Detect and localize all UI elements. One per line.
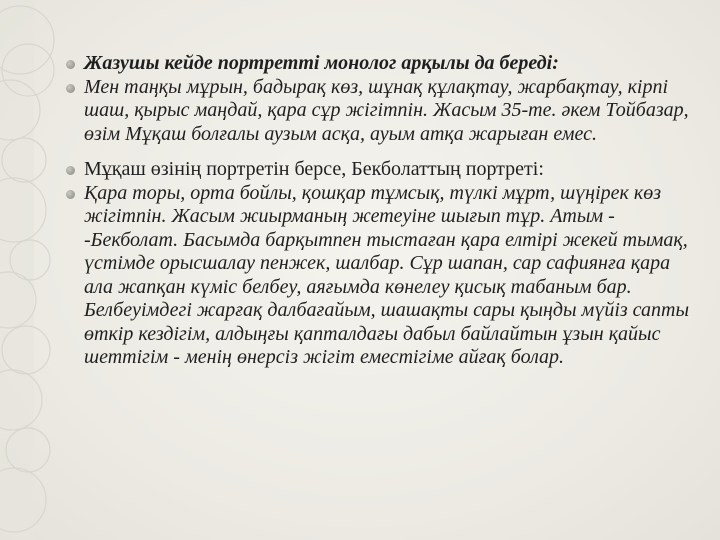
bullet-dot-icon: [66, 84, 75, 93]
bullet-item: [66, 158, 692, 182]
bullet-item: [66, 76, 692, 147]
bullet-list: [66, 52, 692, 370]
bullet-dot-icon: [66, 60, 75, 69]
slide-content: [66, 52, 692, 370]
bullet-item: [66, 182, 692, 370]
decorative-rings: [0, 0, 70, 540]
bullet-dot-icon: [66, 166, 75, 175]
bullet-text: Жазушы кейде портретті монолог арқылы да береді:: [84, 52, 559, 74]
decorative-left-band: [0, 0, 70, 540]
bullet-text: Қара торы, орта бойлы, қошқар тұмсық, түлкі мұрт, шүңірек көз жігітпін. Жасым жиырманың жетеуіне шығып тұр. Атым - -Бекболат. Басымда барқытпен тыстаған қара елтірі жекей тымақ, үстімде орысшалау пенжек, шалбар. Сұр шапан, сар сафиянға қара ала жапқан күміс белбеу, аяғымда көнелеу қисық табаным бар. Белбеуімдегі жарғақ далбағайым, шашақты сары қыңды мүйіз сапты өткір кездігім, алдыңғы қапталдағы дабыл байлайтын ұзын қайыс шеттігім - менің өнерсіз жігіт еместігіме айғақ болар.: [84, 181, 690, 368]
bullet-item: [66, 52, 692, 76]
bullet-dot-icon: [66, 190, 75, 199]
bullet-text: Мұқаш өзінің портретін берсе, Бекболаттың портреті:: [84, 158, 544, 180]
bullet-text: Мен таңқы мұрын, бадырақ көз, шұнақ құлақтау, жарбақтау, кірпі шаш, қырыс маңдай, қара сұр жігітпін. Жасым 35-те. әкем Тойбазар, өзім Мұқаш болғалы аузым асқа, ауым атқа жарыған емес.: [84, 75, 689, 145]
